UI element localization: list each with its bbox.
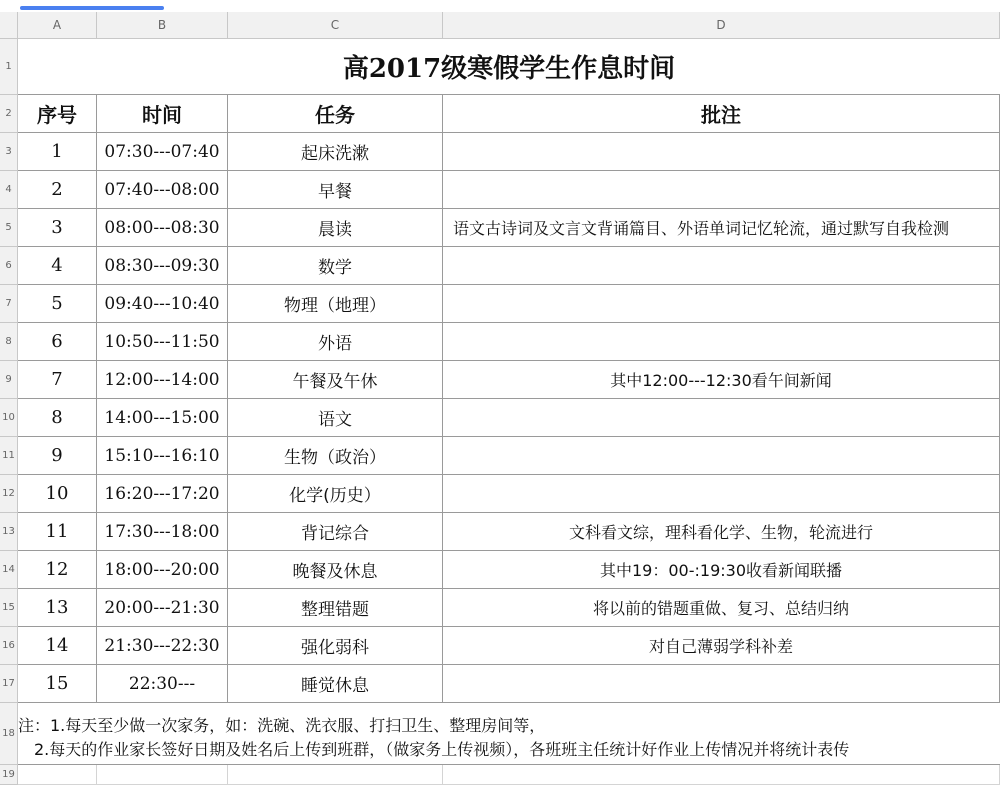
time-cell-13[interactable]: 20:00---21:30	[97, 589, 228, 627]
row-header-6[interactable]: 6	[0, 247, 18, 285]
row-header-10[interactable]: 10	[0, 399, 18, 437]
footer-line-2: 2.每天的作业家长签好日期及姓名后上传到班群，（做家务上传视频），各班班主任统计好作业上传情况并将统计表传	[34, 740, 850, 759]
task-cell-15[interactable]: 睡觉休息	[228, 665, 443, 703]
note-cell-11[interactable]: 文科看文综，理科看化学、生物，轮流进行	[443, 513, 1000, 551]
empty-cell-19-1[interactable]	[97, 765, 228, 785]
row-header-14[interactable]: 14	[0, 551, 18, 589]
task-cell-9[interactable]: 生物（政治）	[228, 437, 443, 475]
note-cell-8[interactable]	[443, 399, 1000, 437]
empty-cell-19-3[interactable]	[443, 765, 1000, 785]
note-cell-14[interactable]: 对自己薄弱学科补差	[443, 627, 1000, 665]
row-header-7[interactable]: 7	[0, 285, 18, 323]
seq-cell-11[interactable]: 11	[18, 513, 97, 551]
time-cell-1[interactable]: 07:30---07:40	[97, 133, 228, 171]
row-header-5[interactable]: 5	[0, 209, 18, 247]
task-cell-14[interactable]: 强化弱科	[228, 627, 443, 665]
selection-indicator	[20, 6, 164, 10]
seq-cell-12[interactable]: 12	[18, 551, 97, 589]
task-cell-13[interactable]: 整理错题	[228, 589, 443, 627]
task-cell-5[interactable]: 物理（地理）	[228, 285, 443, 323]
time-cell-8[interactable]: 14:00---15:00	[97, 399, 228, 437]
row-header-12[interactable]: 12	[0, 475, 18, 513]
row-header-11[interactable]: 11	[0, 437, 18, 475]
seq-cell-15[interactable]: 15	[18, 665, 97, 703]
column-header-a[interactable]: A	[18, 12, 97, 39]
task-cell-6[interactable]: 外语	[228, 323, 443, 361]
time-cell-4[interactable]: 08:30---09:30	[97, 247, 228, 285]
task-cell-11[interactable]: 背记综合	[228, 513, 443, 551]
task-cell-4[interactable]: 数学	[228, 247, 443, 285]
row-header-13[interactable]: 13	[0, 513, 18, 551]
task-cell-2[interactable]: 早餐	[228, 171, 443, 209]
row-header-16[interactable]: 16	[0, 627, 18, 665]
time-cell-6[interactable]: 10:50---11:50	[97, 323, 228, 361]
task-cell-12[interactable]: 晚餐及休息	[228, 551, 443, 589]
seq-cell-2[interactable]: 2	[18, 171, 97, 209]
note-cell-15[interactable]	[443, 665, 1000, 703]
header-seq[interactable]: 序号	[18, 95, 97, 133]
time-cell-14[interactable]: 21:30---22:30	[97, 627, 228, 665]
row-header-9[interactable]: 9	[0, 361, 18, 399]
task-cell-8[interactable]: 语文	[228, 399, 443, 437]
empty-cell-19-0[interactable]	[18, 765, 97, 785]
time-cell-7[interactable]: 12:00---14:00	[97, 361, 228, 399]
seq-cell-5[interactable]: 5	[18, 285, 97, 323]
seq-cell-7[interactable]: 7	[18, 361, 97, 399]
task-cell-1[interactable]: 起床洗漱	[228, 133, 443, 171]
sheet-title[interactable]: 高2017级寒假学生作息时间	[18, 39, 1000, 95]
row-header-2[interactable]: 2	[0, 95, 18, 133]
row-header-19[interactable]: 19	[0, 765, 18, 785]
row-header-3[interactable]: 3	[0, 133, 18, 171]
column-header-b[interactable]: B	[97, 12, 228, 39]
seq-cell-13[interactable]: 13	[18, 589, 97, 627]
select-all-corner[interactable]	[0, 12, 18, 39]
sheet-grid	[18, 39, 1000, 789]
note-cell-6[interactable]	[443, 323, 1000, 361]
column-header-d[interactable]: D	[443, 12, 1000, 39]
time-cell-5[interactable]: 09:40---10:40	[97, 285, 228, 323]
note-cell-12[interactable]: 其中19：00-:19:30收看新闻联播	[443, 551, 1000, 589]
note-cell-1[interactable]	[443, 133, 1000, 171]
task-cell-3[interactable]: 晨读	[228, 209, 443, 247]
note-cell-4[interactable]	[443, 247, 1000, 285]
time-cell-10[interactable]: 16:20---17:20	[97, 475, 228, 513]
row-header-18[interactable]: 18	[0, 703, 18, 765]
empty-cell-19-2[interactable]	[228, 765, 443, 785]
seq-cell-1[interactable]: 1	[18, 133, 97, 171]
time-cell-3[interactable]: 08:00---08:30	[97, 209, 228, 247]
note-cell-9[interactable]	[443, 437, 1000, 475]
time-cell-9[interactable]: 15:10---16:10	[97, 437, 228, 475]
row-header-17[interactable]: 17	[0, 665, 18, 703]
row-header-4[interactable]: 4	[0, 171, 18, 209]
seq-cell-8[interactable]: 8	[18, 399, 97, 437]
note-cell-2[interactable]	[443, 171, 1000, 209]
header-note[interactable]: 批注	[443, 95, 1000, 133]
time-cell-11[interactable]: 17:30---18:00	[97, 513, 228, 551]
header-task[interactable]: 任务	[228, 95, 443, 133]
note-cell-3[interactable]: 语文古诗词及文言文背诵篇目、外语单词记忆轮流，通过默写自我检测	[443, 209, 1000, 247]
seq-cell-10[interactable]: 10	[18, 475, 97, 513]
seq-cell-4[interactable]: 4	[18, 247, 97, 285]
seq-cell-3[interactable]: 3	[18, 209, 97, 247]
header-time[interactable]: 时间	[97, 95, 228, 133]
note-cell-10[interactable]	[443, 475, 1000, 513]
footer-line-1: 注：1.每天至少做一次家务，如：洗碗、洗衣服、打扫卫生、整理房间等，	[18, 716, 546, 735]
time-cell-12[interactable]: 18:00---20:00	[97, 551, 228, 589]
seq-cell-9[interactable]: 9	[18, 437, 97, 475]
note-cell-7[interactable]: 其中12:00---12:30看午间新闻	[443, 361, 1000, 399]
column-header-c[interactable]: C	[228, 12, 443, 39]
seq-cell-6[interactable]: 6	[18, 323, 97, 361]
note-cell-13[interactable]: 将以前的错题重做、复习、总结归纳	[443, 589, 1000, 627]
row-header-15[interactable]: 15	[0, 589, 18, 627]
row-header-8[interactable]: 8	[0, 323, 18, 361]
time-cell-15[interactable]: 22:30---	[97, 665, 228, 703]
task-cell-10[interactable]: 化学(历史）	[228, 475, 443, 513]
time-cell-2[interactable]: 07:40---08:00	[97, 171, 228, 209]
footer-notes[interactable]	[18, 703, 1000, 765]
row-header-1[interactable]: 1	[0, 39, 18, 95]
task-cell-7[interactable]: 午餐及午休	[228, 361, 443, 399]
seq-cell-14[interactable]: 14	[18, 627, 97, 665]
note-cell-5[interactable]	[443, 285, 1000, 323]
